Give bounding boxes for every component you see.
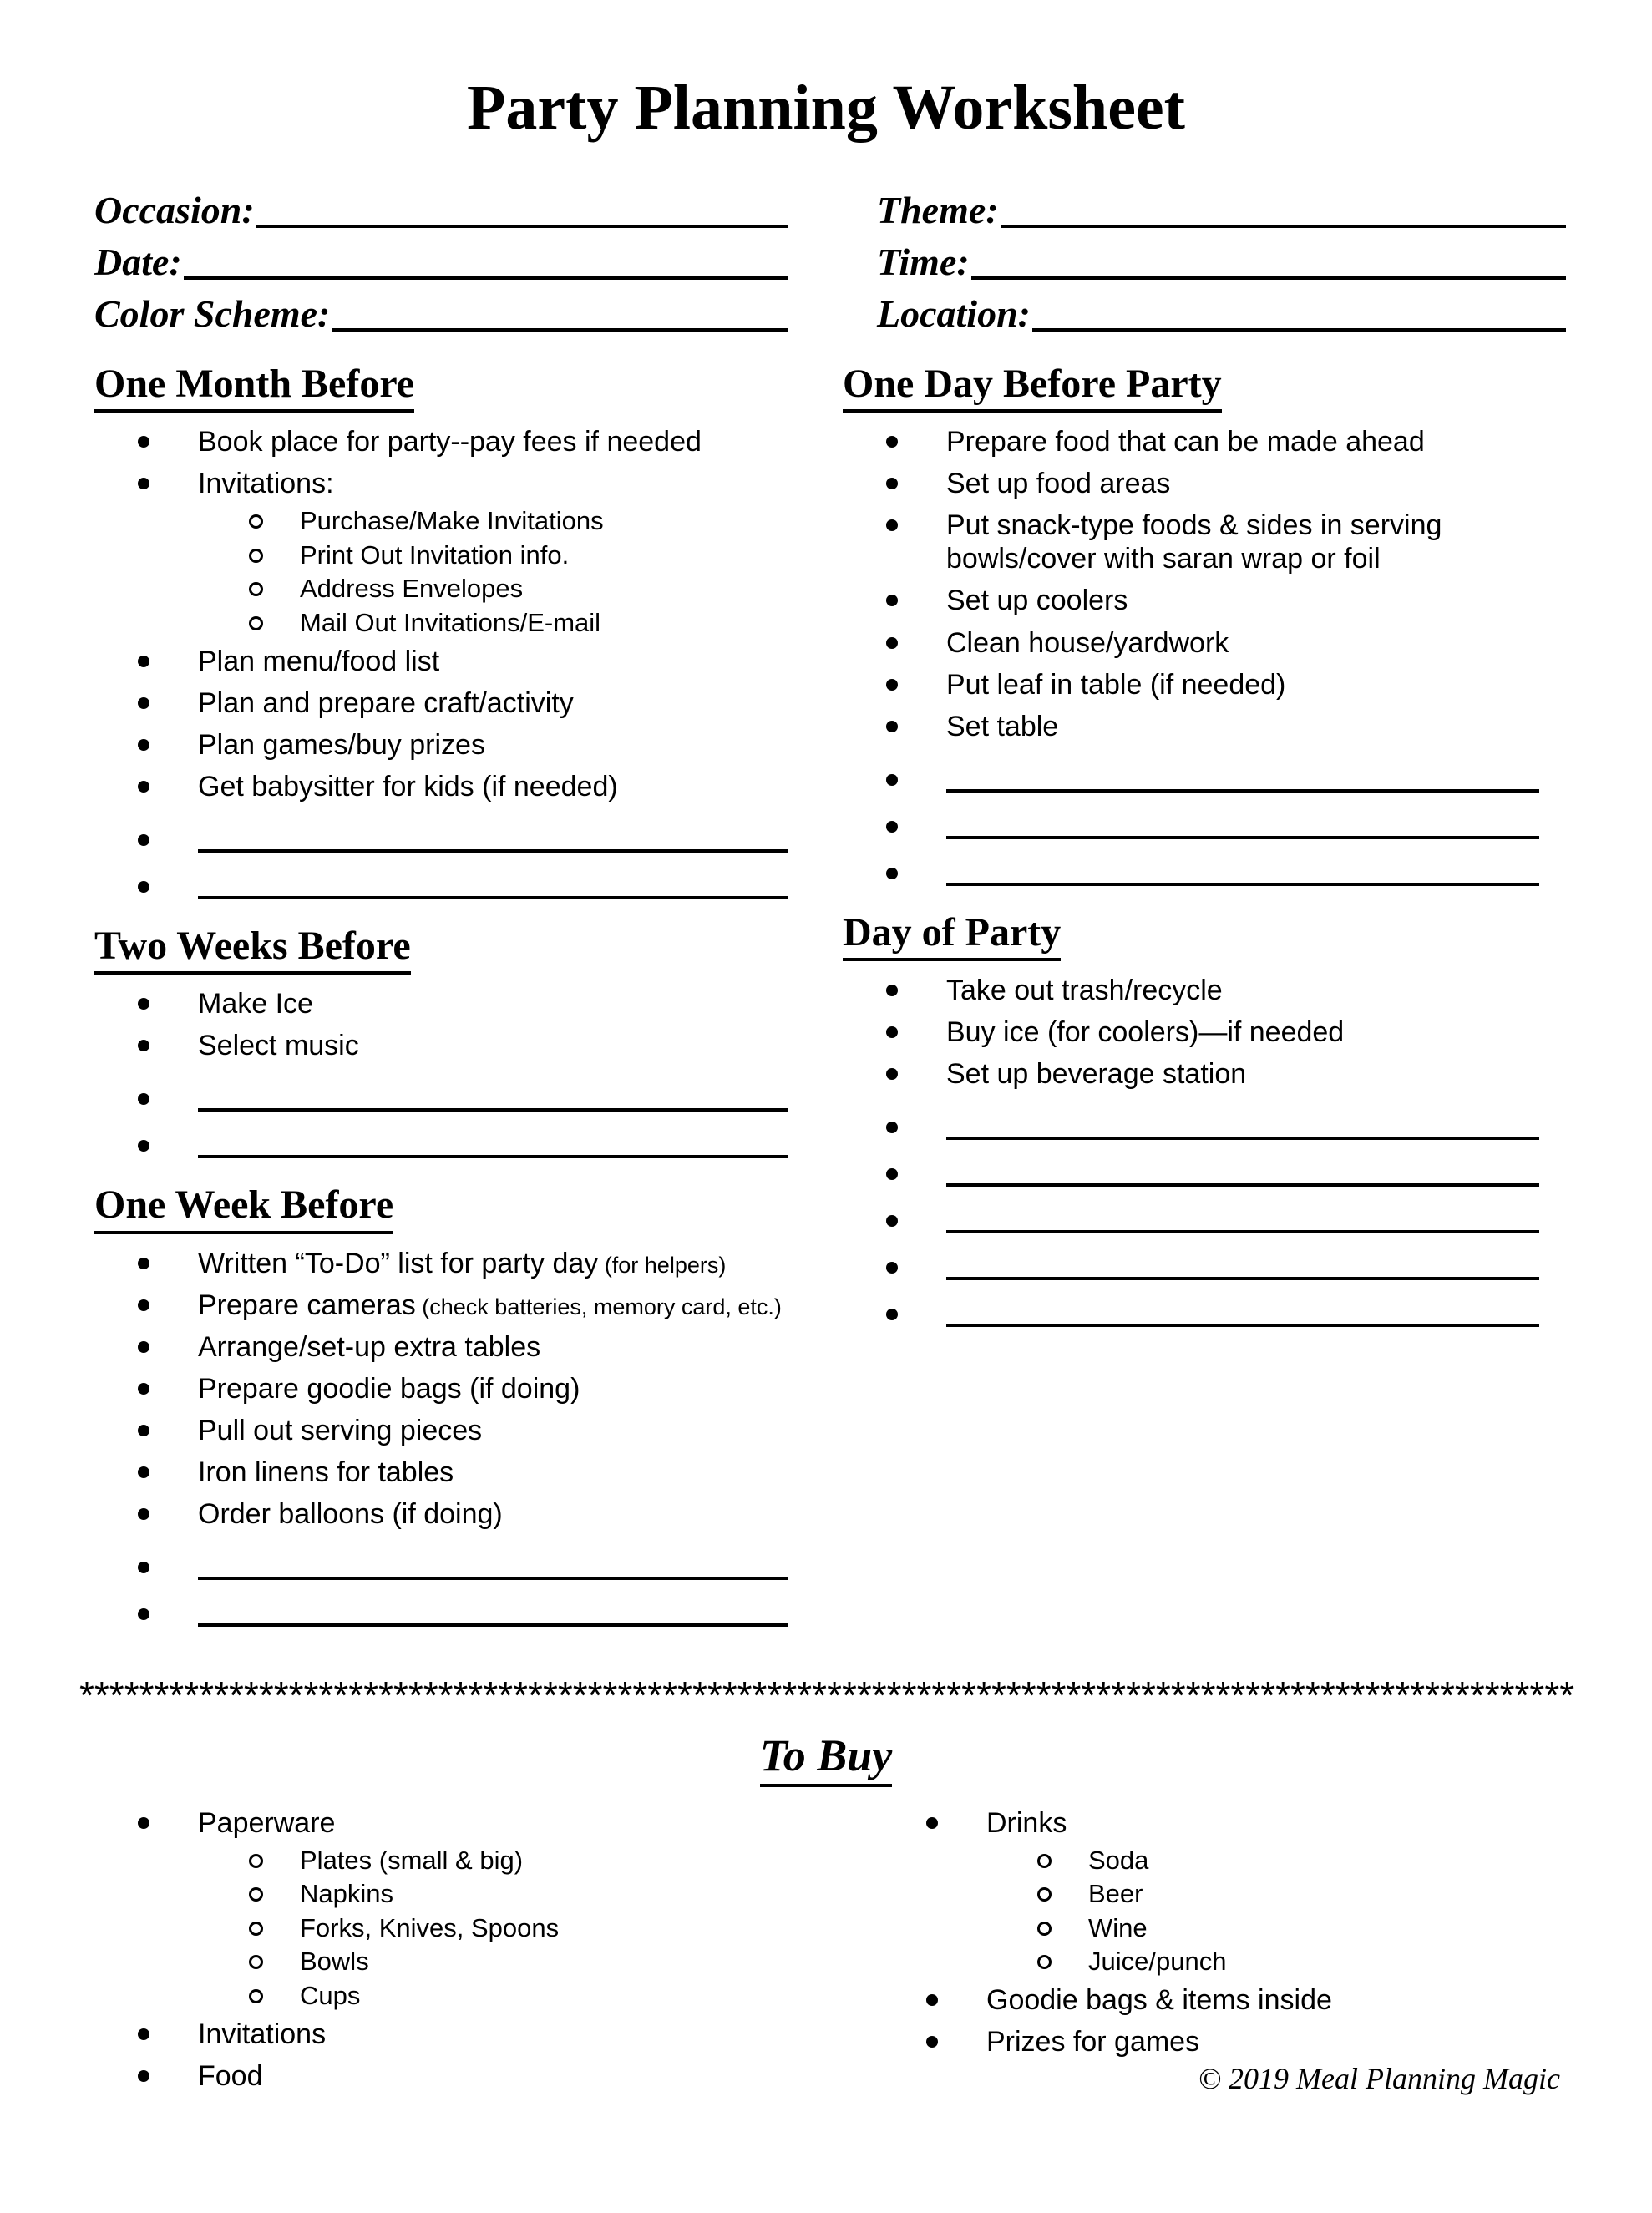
bullet-icon [886, 1262, 898, 1274]
bullet-icon [886, 721, 898, 732]
bullet-icon [138, 478, 149, 489]
circle-bullet-icon [1037, 1922, 1052, 1936]
section-heading-text: Day of Party [843, 909, 1061, 961]
header-fields [94, 180, 1652, 336]
fill-in-line [332, 295, 788, 332]
bullet-icon [886, 1215, 898, 1227]
list-item [843, 970, 1587, 1011]
list-item [94, 421, 843, 463]
bullet-icon [138, 1040, 149, 1051]
circle-bullet-icon [249, 1922, 263, 1936]
bullet-icon [926, 1994, 938, 2006]
sub-list-item [94, 1945, 843, 1979]
field-occasion [94, 180, 788, 232]
list-item-label: Plan menu/food list [198, 645, 440, 677]
list-item-blank [843, 794, 1587, 841]
sub-list-item [883, 1912, 1619, 1946]
list-item [843, 1053, 1587, 1095]
list-item [94, 766, 843, 808]
list-item-blank [843, 841, 1587, 888]
sub-item-label: Bowls [300, 1947, 369, 1977]
bullet-icon [138, 739, 149, 751]
list-item [843, 421, 1587, 463]
sub-item-label: Wine [1088, 1912, 1148, 1942]
asterisk-separator: **************************************************************************************************** [79, 1674, 1575, 1718]
bullet-icon [138, 1817, 149, 1829]
list-item [883, 1979, 1619, 2021]
sub-item-label: Print Out Invitation info. [300, 539, 570, 570]
bullet-icon [138, 1140, 149, 1152]
field-color-scheme-label: Color Scheme: [94, 292, 331, 336]
list-item [843, 1011, 1587, 1053]
list-item [843, 504, 1587, 580]
circle-bullet-icon [249, 549, 263, 563]
sub-item-label: Juice/punch [1088, 1947, 1227, 1977]
sub-list-item [94, 539, 843, 573]
sub-item-label: Napkins [300, 1879, 393, 1909]
field-time-label: Time: [877, 241, 970, 284]
list-item [94, 1410, 843, 1451]
list-item-label: Buy ice (for coolers)—if needed [946, 1016, 1345, 1049]
field-occasion-label: Occasion: [94, 189, 255, 232]
list-item-blank [843, 1142, 1587, 1188]
list-item [94, 641, 843, 682]
sub-list-item [94, 504, 843, 539]
to-buy-heading-text: To Buy [760, 1731, 893, 1786]
list-item-label: Get babysitter for kids (if needed) [198, 770, 618, 803]
list-item-blank [843, 1095, 1587, 1142]
list-item [94, 682, 843, 724]
circle-bullet-icon [249, 1989, 263, 2003]
party-planning-worksheet-page [0, 75, 1652, 2213]
sub-item-label: Beer [1088, 1879, 1143, 1909]
list-item [94, 1284, 843, 1326]
list-item [843, 580, 1587, 621]
to-buy-left-list [94, 1802, 843, 2097]
fill-in-line [971, 243, 1566, 280]
list-item-label: Put leaf in table (if needed) [946, 668, 1286, 701]
list-item [94, 1451, 843, 1493]
fill-in-line [198, 1590, 788, 1627]
list-item-label: Drinks [986, 1806, 1067, 1839]
copyright-notice: © 2019 Meal Planning Magic [1198, 2062, 1560, 2095]
list-item-label: Prizes for games [986, 2026, 1200, 2059]
list-item-label: Paperware [198, 1806, 336, 1839]
list-item-blank [843, 747, 1587, 794]
list-item-blank [843, 1282, 1587, 1329]
header-fields-left [94, 180, 788, 336]
fill-in-line [198, 863, 788, 899]
list-item-blank [94, 1066, 843, 1113]
sub-list-item [883, 1945, 1619, 1979]
right-column [843, 361, 1652, 1351]
sub-list-item [94, 1912, 843, 1946]
bullet-icon [138, 2028, 149, 2040]
section-one-month-before [94, 361, 843, 901]
circle-bullet-icon [249, 514, 263, 529]
bullet-icon [138, 1341, 149, 1353]
bullet-icon [138, 1093, 149, 1105]
list-item-label: Set table [946, 710, 1059, 742]
fill-in-line [946, 1290, 1539, 1327]
bullet-icon [138, 1466, 149, 1478]
bullet-icon [886, 637, 898, 649]
list-item-blank [94, 1113, 843, 1160]
section-one-day-before-party [843, 361, 1587, 888]
page-title: Party Planning Worksheet [467, 73, 1185, 143]
field-date [94, 232, 788, 284]
section-two-weeks-before [94, 923, 843, 1160]
sub-item-label: Soda [1088, 1845, 1149, 1875]
list-item-label: Pull out serving pieces [198, 1414, 483, 1446]
list-item-label: Goodie bags & items inside [986, 1984, 1332, 2017]
circle-bullet-icon [249, 1854, 263, 1868]
fill-in-line [1001, 191, 1566, 228]
sub-list-item [94, 1877, 843, 1912]
sub-list-item [883, 1877, 1619, 1912]
field-theme-label: Theme: [877, 189, 999, 232]
bullet-icon [138, 697, 149, 709]
list-item-label: Set up coolers [946, 585, 1128, 617]
circle-bullet-icon [1037, 1955, 1052, 1969]
list-item-blank [94, 1535, 843, 1582]
left-column [94, 361, 843, 1651]
list-item [843, 664, 1587, 706]
list-item-label: Invitations: [198, 468, 334, 500]
bullet-icon [886, 1068, 898, 1080]
section-day-of-party [843, 909, 1587, 1329]
bullet-icon [886, 985, 898, 996]
section-heading [94, 1182, 843, 1233]
bullet-icon [138, 781, 149, 793]
bullet-icon [138, 881, 149, 893]
field-color-scheme [94, 284, 788, 336]
circle-bullet-icon [249, 1955, 263, 1969]
list-item-label: Invitations [198, 2018, 327, 2050]
bullet-icon [138, 834, 149, 846]
bullet-icon [138, 1299, 149, 1311]
sub-item-label: Purchase/Make Invitations [300, 506, 604, 536]
list-item [883, 1802, 1619, 1844]
fill-in-line [946, 849, 1539, 886]
sub-item-label: Cups [300, 1981, 361, 2011]
circle-bullet-icon [249, 1887, 263, 1902]
one-day-before-party-list [843, 421, 1587, 888]
section-one-week-before [94, 1182, 843, 1628]
fill-in-line [198, 816, 788, 853]
list-item-label: Put snack-type foods & sides in serving bowls/cover with saran wrap or foil [946, 509, 1442, 575]
list-item [94, 1243, 843, 1284]
list-item-label: Plan and prepare craft/activity [198, 686, 574, 719]
list-item-label: Select music [198, 1030, 359, 1062]
circle-bullet-icon [249, 616, 263, 630]
bullet-icon [138, 656, 149, 667]
bullet-icon [138, 1562, 149, 1573]
bullet-icon [138, 2070, 149, 2082]
fill-in-line [198, 1543, 788, 1580]
sub-list-item [94, 572, 843, 606]
list-item [94, 1025, 843, 1066]
fill-in-line [946, 756, 1539, 793]
list-item-label: Prepare goodie bags (if doing) [198, 1372, 580, 1405]
field-location-label: Location: [877, 292, 1031, 336]
list-item-label: Take out trash/recycle [946, 975, 1223, 1007]
list-item [94, 724, 843, 766]
bullet-icon [138, 998, 149, 1010]
list-item [94, 1326, 843, 1368]
to-buy-columns [94, 1802, 1652, 2097]
bullet-icon [886, 821, 898, 833]
field-location [877, 284, 1566, 336]
bullet-icon [886, 679, 898, 691]
header-fields-right [877, 180, 1566, 336]
circle-bullet-icon [1037, 1854, 1052, 1868]
bullet-icon [886, 1122, 898, 1133]
list-item-label: Food [198, 2059, 263, 2092]
list-item-label: Written “To-Do” list for party day (for helpers) [198, 1247, 727, 1279]
section-heading-text: One Day Before Party [843, 361, 1222, 413]
list-item-blank [843, 1188, 1587, 1235]
main-columns [94, 361, 1652, 1651]
sub-item-label: Address Envelopes [300, 574, 524, 604]
bullet-icon [886, 519, 898, 531]
field-date-label: Date: [94, 241, 182, 284]
section-heading [843, 361, 1587, 413]
fill-in-line [946, 1243, 1539, 1280]
sub-list-item [883, 1844, 1619, 1878]
list-item-label: Arrange/set-up extra tables [198, 1330, 541, 1363]
bullet-icon [926, 1817, 938, 1829]
bullet-icon [886, 1168, 898, 1180]
list-item [843, 706, 1587, 747]
bullet-icon [886, 1309, 898, 1320]
list-item-note: (check batteries, memory card, etc.) [415, 1294, 782, 1319]
list-item [843, 463, 1587, 504]
one-week-before-list [94, 1243, 843, 1629]
list-item-blank [843, 1235, 1587, 1282]
sub-list-item [94, 606, 843, 641]
list-item-label: Clean house/yardwork [946, 626, 1229, 659]
bullet-icon [138, 1258, 149, 1269]
bullet-icon [138, 436, 149, 448]
sub-item-label: Mail Out Invitations/E-mail [300, 607, 601, 637]
fill-in-line [198, 1075, 788, 1112]
field-theme [877, 180, 1566, 232]
to-buy-heading [0, 1731, 1652, 1786]
sub-item-label: Plates (small & big) [300, 1845, 524, 1875]
list-item [883, 2021, 1619, 2063]
bullet-icon [886, 868, 898, 879]
list-item [94, 983, 843, 1025]
day-of-party-list [843, 970, 1587, 1329]
fill-in-line [184, 243, 788, 280]
bullet-icon [886, 1026, 898, 1038]
to-buy-right-list [843, 1802, 1652, 2064]
section-heading [843, 909, 1587, 961]
list-item-blank [94, 1582, 843, 1628]
field-time [877, 232, 1566, 284]
list-item-blank [94, 854, 843, 901]
list-item [94, 1802, 843, 1844]
bullet-icon [886, 478, 898, 489]
list-item-label: Make Ice [198, 988, 313, 1020]
list-item-label: Book place for party--pay fees if needed [198, 425, 702, 458]
list-item [94, 1368, 843, 1410]
bullet-icon [138, 1383, 149, 1395]
fill-in-line [946, 1197, 1539, 1233]
section-heading [94, 361, 843, 413]
list-item-label: Order balloons (if doing) [198, 1498, 503, 1531]
list-item-label: Prepare food that can be made ahead [946, 425, 1425, 458]
list-item-note: (for helpers) [598, 1252, 727, 1278]
list-item-label: Set up food areas [946, 468, 1171, 500]
fill-in-line [946, 1150, 1539, 1187]
fill-in-line [946, 1103, 1539, 1140]
sub-item-label: Forks, Knives, Spoons [300, 1912, 560, 1942]
bullet-icon [886, 774, 898, 786]
fill-in-line [1032, 295, 1566, 332]
section-heading-text: One Month Before [94, 361, 414, 413]
list-item [94, 2055, 843, 2097]
fill-in-line [256, 191, 788, 228]
list-item-blank [94, 808, 843, 854]
sub-list-item [94, 1979, 843, 2013]
section-heading-text: Two Weeks Before [94, 923, 411, 975]
bullet-icon [138, 1425, 149, 1436]
list-item [94, 1493, 843, 1535]
list-item-label: Iron linens for tables [198, 1456, 454, 1489]
list-item-label: Set up beverage station [946, 1058, 1247, 1091]
section-heading [94, 923, 843, 975]
circle-bullet-icon [1037, 1887, 1052, 1902]
bullet-icon [886, 595, 898, 606]
bullet-icon [138, 1608, 149, 1620]
bullet-icon [886, 436, 898, 448]
list-item-label: Plan games/buy prizes [198, 728, 485, 761]
one-month-before-list [94, 421, 843, 901]
sub-list-item [94, 1844, 843, 1878]
list-item [843, 622, 1587, 664]
list-item-label: Prepare cameras (check batteries, memory card, etc.) [198, 1289, 782, 1321]
list-item [94, 463, 843, 504]
bullet-icon [138, 1508, 149, 1520]
section-heading-text: One Week Before [94, 1182, 393, 1233]
fill-in-line [198, 1122, 788, 1158]
fill-in-line [946, 803, 1539, 839]
two-weeks-before-list [94, 983, 843, 1160]
bullet-icon [926, 2036, 938, 2048]
list-item [94, 2013, 843, 2055]
circle-bullet-icon [249, 582, 263, 596]
